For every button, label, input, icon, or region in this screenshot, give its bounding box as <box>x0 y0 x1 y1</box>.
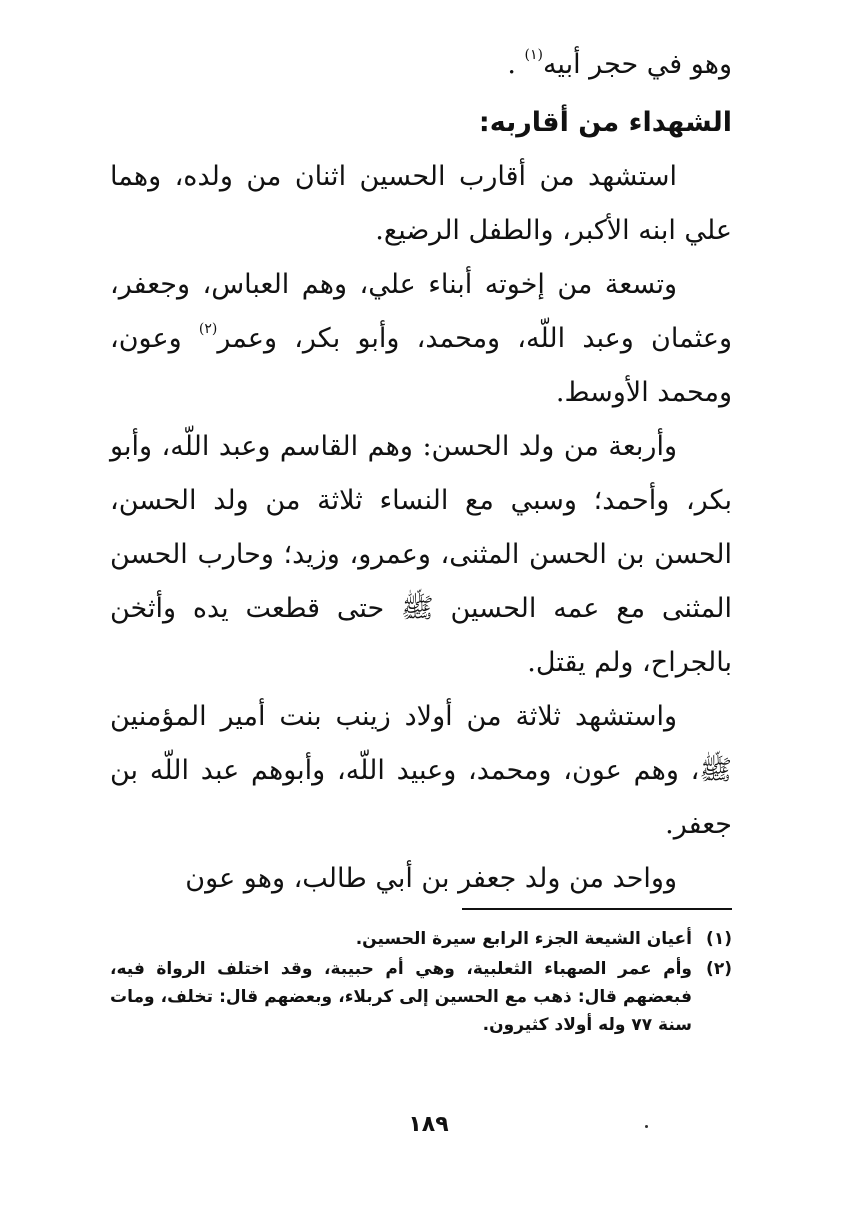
footnote-2-number: (٢) <box>706 959 732 979</box>
footnote-1-text: أعيان الشيعة الجزء الرابع سيرة الحسين. <box>355 929 692 949</box>
paragraph-1: استشهد من أقارب الحسين اثنان من ولده، وهما علي ابنه الأكبر، والطفل الرضيع. <box>110 161 732 246</box>
scan-dot <box>645 1125 648 1128</box>
footnote-1-number: (١) <box>706 929 732 949</box>
page-number: ١٨٩ <box>408 1112 449 1137</box>
page-body <box>110 38 732 906</box>
continuation-text: وهو في حجر أبيه <box>542 49 732 80</box>
paragraph-5: وواحد من ولد جعفر بن أبي طالب، وهو عون <box>185 863 677 894</box>
footnote-ref-2: (٢) <box>198 321 218 337</box>
footnote-2-text: وأم عمر الصهباء الثعلبية، وهي أم حبيبة، وقد اختلف الرواة فيه، فبعضهم قال: ذهب مع الحسين إلى كربلاء، وبعضهم قال: تخلف، ومات سنة ٧٧ وله أولاد كثيرون. <box>110 959 692 1035</box>
footnotes <box>110 925 732 1041</box>
continuation-end: . <box>507 49 525 80</box>
continuation-line <box>110 38 732 92</box>
footnote-separator <box>462 908 732 910</box>
paragraph-2 <box>110 258 732 420</box>
paragraph-4: واستشهد ثلاثة من أولاد زينب بنت أمير المؤمنين ﷺ، وهم عون، ومحمد، وعبيد اللّه، وأبوهم عبد اللّه بن جعفر. <box>110 701 732 840</box>
footnote-1 <box>110 925 732 953</box>
footnote-ref-1: (١) <box>524 47 543 63</box>
paragraph-2-text-after: وعون، ومحمد الأوسط. <box>110 323 732 408</box>
section-heading: الشهداء من أقاربه: <box>478 107 732 138</box>
paragraph-3: وأربعة من ولد الحسن: وهم القاسم وعبد اللّه، وأبو بكر، وأحمد؛ وسبي مع النساء ثلاثة من ولد الحسن، الحسن بن الحسن المثنى، وعمرو، وزيد؛ وحارب الحسن المثنى مع عمه الحسين ﷺ حتى قطعت يده وأثخن بالجراح، ولم يقتل. <box>110 431 732 678</box>
paragraph-2-text-before: وتسعة من إخوته أبناء علي، وهم العباس، وجعفر، وعثمان وعبد اللّه، ومحمد، وأبو بكر، وعمر <box>110 269 732 354</box>
footnote-2 <box>110 955 732 1039</box>
